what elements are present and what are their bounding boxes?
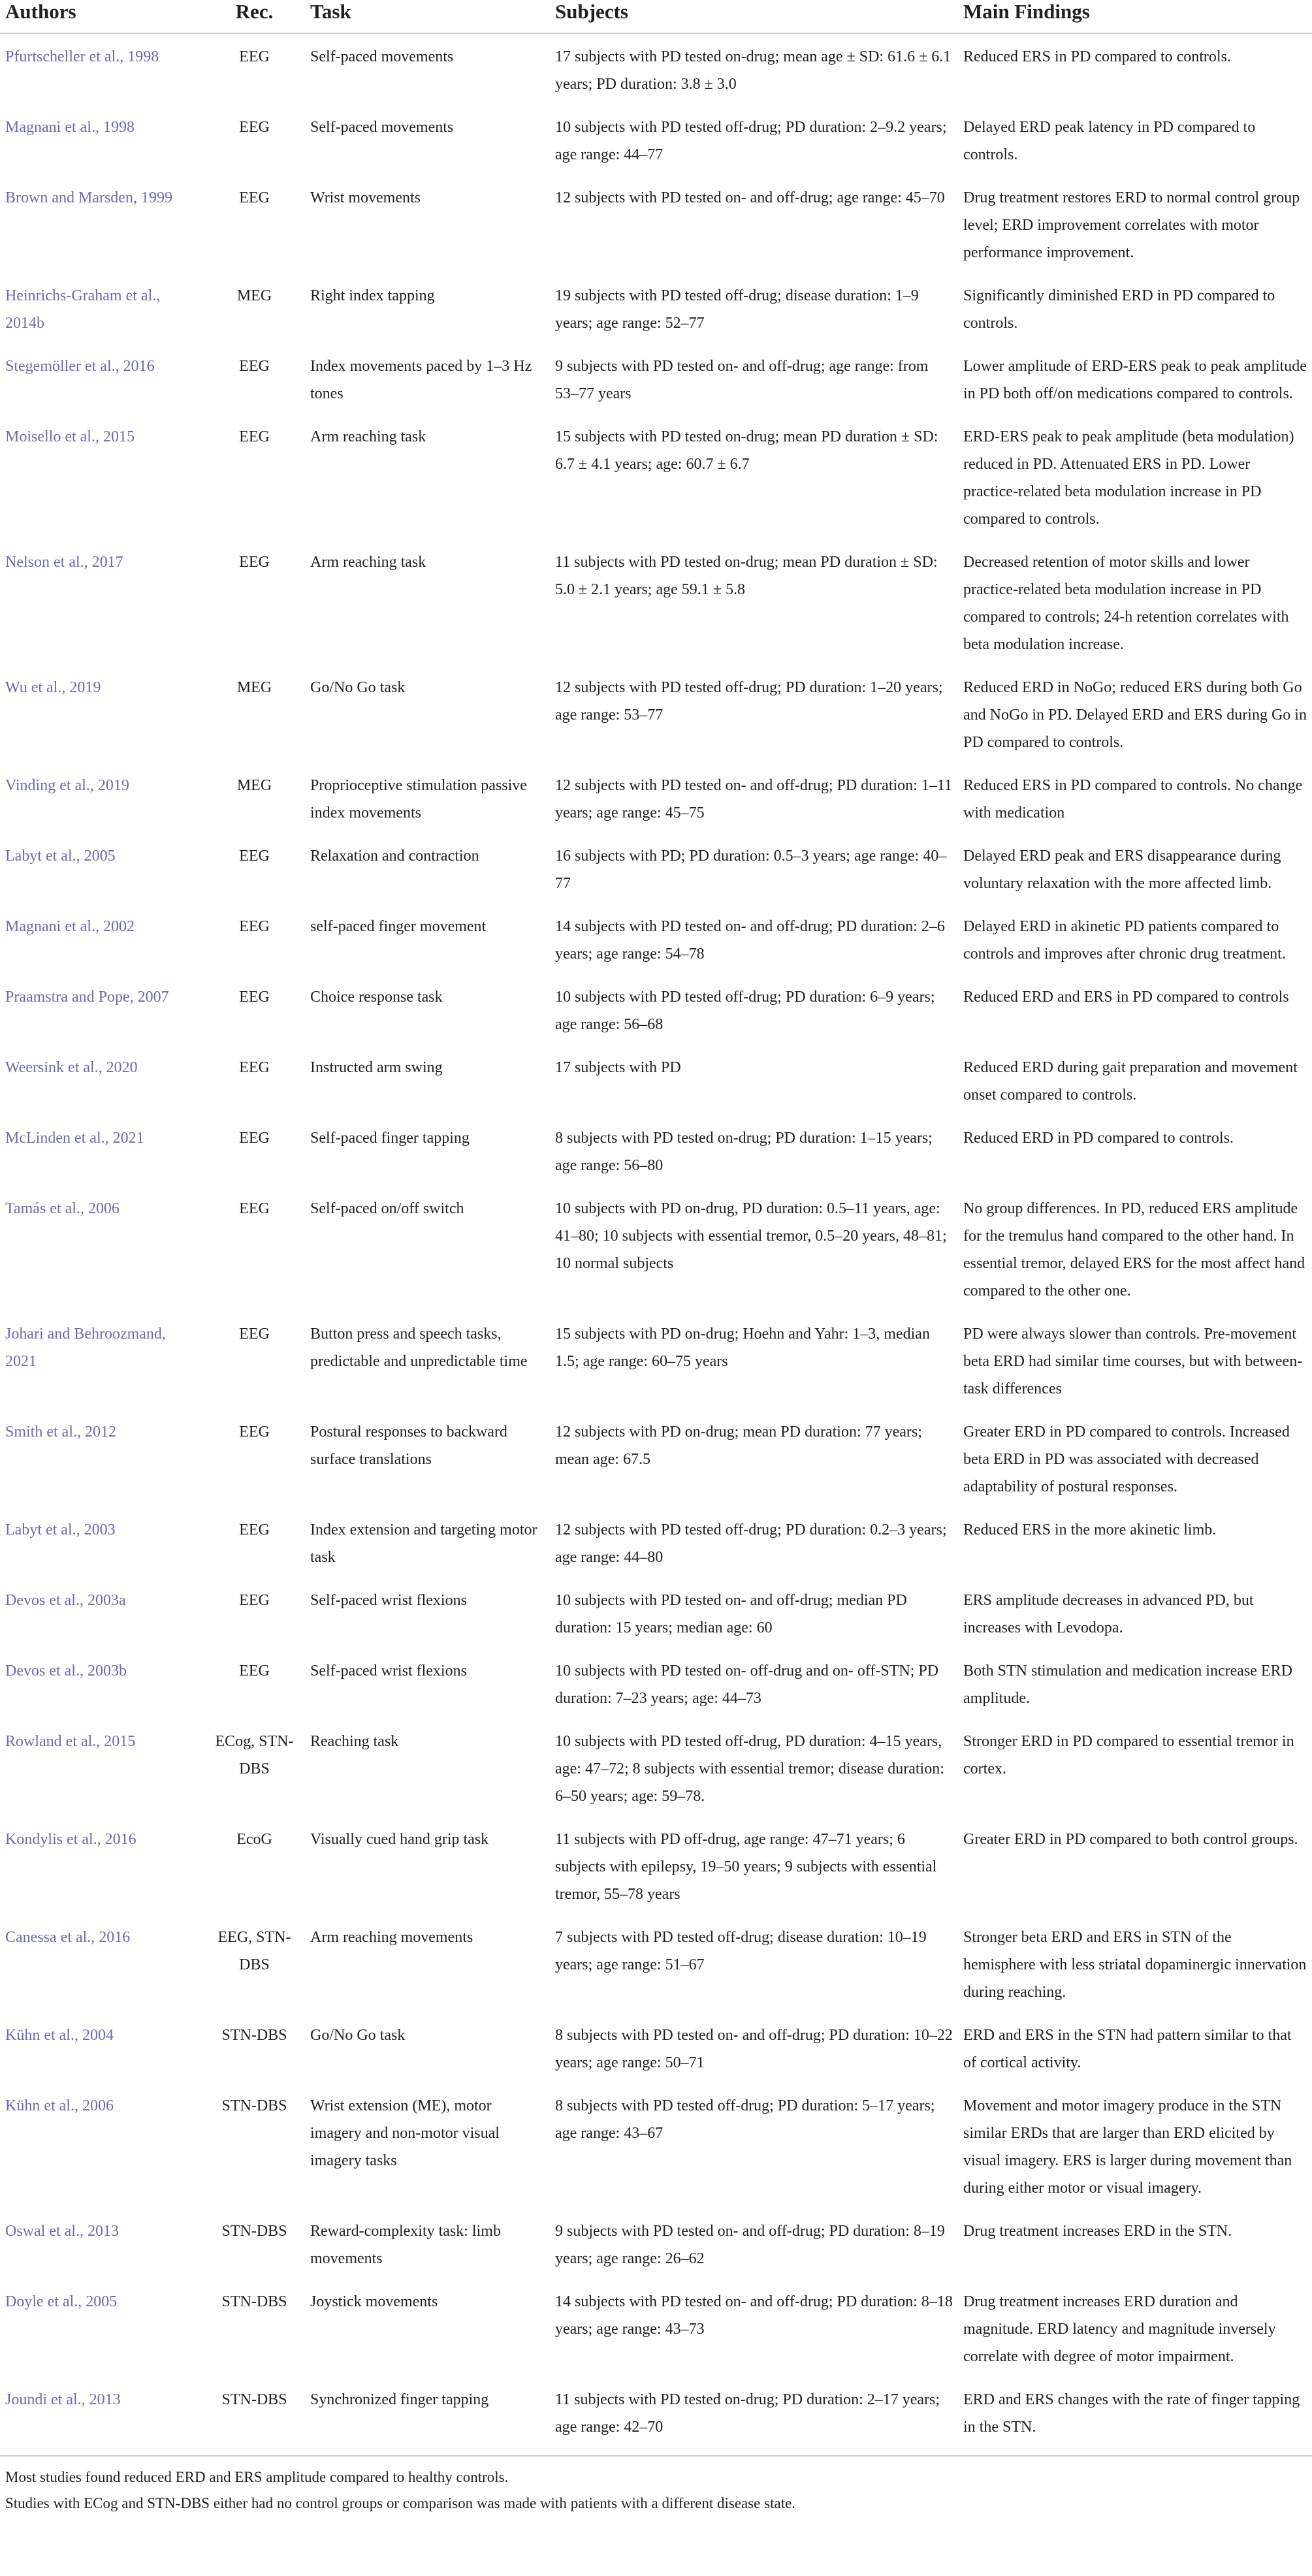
task-cell: Postural responses to backward surface translations [310,1423,507,1468]
author-link[interactable]: Heinrichs-Graham et al., 2014b [5,287,161,332]
header-recording: Rec. [204,0,305,33]
author-link[interactable]: Pfurtscheller et al., 1998 [5,48,159,65]
findings-cell: Decreased retention of motor skills and lower practice-related beta modulation increase in PD compared to controls; 24-h retention correlates with beta modulation increase. [963,554,1289,653]
recording-cell: EEG [239,428,270,445]
author-link[interactable]: Joundi et al., 2013 [0,2377,204,2456]
author-link[interactable]: Oswal et al., 2013 [5,2223,119,2240]
subjects-cell: 12 subjects with PD tested on- and off-drug; PD duration: 1–11 years; age range: 45–75 [555,777,952,821]
header-main-findings: Main Findings [958,0,1312,33]
recording-cell: EEG [239,989,270,1006]
subjects-cell: 12 subjects with PD tested off-drug; PD duration: 1–20 years; age range: 53–77 [555,679,943,724]
table-row [0,1578,1312,1648]
subjects-cell: 10 subjects with PD on-drug, PD duration: 0.5–11 years, age: 41–80; 10 subjects with essential tremor, 0.5–20 years, 48–81; 10 normal subjects [555,1200,947,1272]
table-row [0,33,1312,104]
recording-cell: EEG [239,119,270,136]
table-row [0,974,1312,1045]
recording-cell: EEG [239,1059,270,1076]
findings-cell: Reduced ERD during gait preparation and movement onset compared to controls. [963,1059,1298,1104]
subjects-cell: 8 subjects with PD tested on- and off-drug; PD duration: 10–22 years; age range: 50–71 [555,2027,953,2071]
table-row [0,833,1312,904]
table-row [0,414,1312,539]
table-row [0,1186,1312,1311]
footnote: Studies with ECog and STN-DBS either had no control groups or comparison was made with patients with a different disease state. [5,2495,796,2511]
subjects-cell: 17 subjects with PD tested on-drug; mean age ± SD: 61.6 ± 6.1 years; PD duration: 3.8 ± 3.0 [555,48,952,93]
task-cell: Wrist extension (ME), motor imagery and non-motor visual imagery tasks [310,2097,500,2169]
task-cell: Reward-complexity task: limb movements [310,2223,501,2267]
subjects-cell: 16 subjects with PD; PD duration: 0.5–3 years; age range: 40–77 [555,848,947,892]
findings-cell: Greater ERD in PD compared to controls. Increased beta ERD in PD was associated with decreased adaptability of postural responses. [963,1423,1290,1495]
author-link[interactable]: Rowland et al., 2015 [5,1733,136,1750]
task-cell: Proprioceptive stimulation passive index movements [310,777,527,821]
findings-cell: Reduced ERD in PD compared to controls. [963,1130,1234,1147]
table-row [0,1915,1312,2012]
author-link[interactable]: Vinding et al., 2019 [5,777,129,794]
findings-cell: ERD-ERS peak to peak amplitude (beta modulation) reduced in PD. Attenuated ERS in PD. Lower practice-related beta modulation increase in PD compared to controls. [963,428,1294,528]
findings-cell: Stronger ERD in PD compared to essential tremor in cortex. [963,1733,1294,1777]
table-row [0,273,1312,343]
author-link[interactable]: Smith et al., 2012 [5,1423,116,1440]
footnote: Most studies found reduced ERD and ERS amplitude compared to healthy controls. [5,2469,509,2485]
recording-cell: MEG [236,679,272,696]
table-row [0,104,1312,175]
recording-cell: EEG [239,848,270,865]
findings-cell: Drug treatment increases ERD duration and magnitude. ERD latency and magnitude inversely correlate with degree of motor impairment. [963,2293,1276,2365]
table-row [0,665,1312,763]
author-link[interactable]: Devos et al., 2003b [5,1662,127,1679]
findings-cell: No group differences. In PD, reduced ERS amplitude for the tremulus hand compared to the other hand. In essential tremor, delayed ERS for the most affect hand compared to the other one. [963,1200,1305,1299]
subjects-cell: 11 subjects with PD tested on-drug; mean PD duration ± SD: 5.0 ± 2.1 years; age 59.1 ± 5.8 [555,554,938,598]
task-cell: Go/No Go task [310,679,406,696]
table-row [0,2012,1312,2083]
task-cell: Go/No Go task [310,2027,406,2044]
task-cell: Self-paced wrist flexions [310,1592,467,1609]
findings-cell: ERD and ERS in the STN had pattern similar to that of cortical activity. [963,2027,1292,2071]
task-cell: Arm reaching task [310,428,426,445]
findings-cell: ERD and ERS changes with the rate of finger tapping in the STN. [958,2377,1312,2456]
header-task: Task [305,0,550,33]
author-link[interactable]: Doyle et al., 2005 [5,2293,118,2310]
table-row [0,1115,1312,1186]
findings-cell: Greater ERD in PD compared to both control groups. [963,1831,1298,1848]
table-row [0,1648,1312,1719]
author-link[interactable]: Brown and Marsden, 1999 [5,189,172,206]
subjects-cell: 19 subjects with PD tested off-drug; disease duration: 1–9 years; age range: 52–77 [555,287,919,332]
task-cell: Index movements paced by 1–3 Hz tones [310,358,532,402]
findings-cell: ERS amplitude decreases in advanced PD, but increases with Levodopa. [963,1592,1254,1636]
author-link[interactable]: Labyt et al., 2005 [5,848,116,865]
task-cell: Relaxation and contraction [310,848,479,865]
task-cell: self-paced finger movement [310,918,487,935]
header-authors: Authors [0,0,204,33]
recording-cell: STN-DBS [221,2223,287,2240]
author-link[interactable]: Canessa et al., 2016 [5,1929,131,1946]
author-link[interactable]: Moisello et al., 2015 [5,428,135,445]
recording-cell: ECog, STN-DBS [215,1733,294,1777]
task-cell: Button press and speech tasks, predictable and unpredictable time [310,1326,528,1370]
subjects-cell: 10 subjects with PD tested off-drug, PD duration: 4–15 years, age: 47–72; 8 subjects with essential tremor; disease duration: 6–50 years; age: 59–78. [555,1733,944,1805]
subjects-cell: 10 subjects with PD tested on- and off-drug; median PD duration: 15 years; median age: 60 [555,1592,907,1636]
author-link[interactable]: Tamás et al., 2006 [5,1200,120,1217]
table-row [0,2377,1312,2456]
recording-cell: MEG [236,777,272,794]
findings-cell: Stronger beta ERD and ERS in STN of the hemisphere with less striatal dopaminergic innervation during reaching. [963,1929,1307,2001]
subjects-cell: 11 subjects with PD tested on-drug; PD duration: 2–17 years; age range: 42–70 [550,2377,958,2456]
table-row [0,904,1312,974]
findings-cell: Reduced ERD and ERS in PD compared to controls [963,989,1289,1006]
task-cell: Self-paced movements [310,48,454,65]
task-cell: Instructed arm swing [310,1059,443,1076]
task-cell: Arm reaching movements [310,1929,473,1946]
findings-cell: PD were always slower than controls. Pre-movement beta ERD had similar time courses, but with between-task differences [963,1326,1303,1397]
findings-cell: Reduced ERS in PD compared to controls. [963,48,1231,65]
table-footnotes [0,2457,1312,2517]
author-link[interactable]: Nelson et al., 2017 [5,554,123,571]
subjects-cell: 12 subjects with PD tested off-drug; PD duration: 0.2–3 years; age range: 44–80 [555,1521,947,1566]
table-row [0,1719,1312,1817]
subjects-cell: 10 subjects with PD tested off-drug; PD duration: 2–9.2 years; age range: 44–77 [555,119,947,163]
recording-cell: STN-DBS [204,2377,305,2456]
table-row [0,539,1312,665]
author-link[interactable]: Labyt et al., 2003 [5,1521,116,1538]
recording-cell: EEG [239,189,270,206]
task-cell: Synchronized finger tapping [305,2377,550,2456]
table-row [0,2083,1312,2208]
table-row [0,1045,1312,1115]
recording-cell: EEG [239,1423,270,1440]
subjects-cell: 14 subjects with PD tested on- and off-drug; PD duration: 2–6 years; age range: 54–78 [555,918,945,962]
recording-cell: EEG [239,48,270,65]
findings-cell: Drug treatment increases ERD in the STN. [963,2223,1232,2240]
author-link[interactable]: Praamstra and Pope, 2007 [5,989,169,1006]
task-cell: Reaching task [310,1733,399,1750]
table-row [0,2208,1312,2279]
findings-cell: Movement and motor imagery produce in the STN similar ERDs that are larger than ERD elicited by visual imagery. ERS is larger during movement than during either motor or visual imagery. [963,2097,1292,2197]
header-subjects: Subjects [550,0,958,33]
table-row [0,343,1312,414]
findings-cell: Drug treatment restores ERD to normal control group level; ERD improvement correlates with motor performance improvement. [963,189,1300,261]
recording-cell: EEG [239,918,270,935]
subjects-cell: 11 subjects with PD off-drug, age range: 47–71 years; 6 subjects with epilepsy, 19–50 years; 9 subjects with essential tremor, 55–78 years [555,1831,937,1903]
task-cell: Self-paced movements [310,119,454,136]
recording-cell: EEG [239,1200,270,1217]
table-row [0,2279,1312,2377]
author-link[interactable]: Wu et al., 2019 [5,679,101,696]
author-link[interactable]: McLinden et al., 2021 [5,1130,144,1147]
findings-cell: Delayed ERD in akinetic PD patients compared to controls and improves after chronic drug treatment. [963,918,1286,962]
author-link[interactable]: Johari and Behroozmand, 2021 [5,1326,166,1370]
findings-cell: Reduced ERS in PD compared to controls. No change with medication [963,777,1303,821]
recording-cell: EEG [239,1521,270,1538]
task-cell: Wrist movements [310,189,421,206]
table-row [0,1409,1312,1507]
findings-cell: Significantly diminished ERD in PD compared to controls. [963,287,1275,332]
table-header-row [0,0,1312,33]
task-cell: Self-paced finger tapping [310,1130,470,1147]
author-link[interactable]: Devos et al., 2003a [5,1592,126,1609]
author-link[interactable]: Kühn et al., 2004 [5,2027,114,2044]
task-cell: Right index tapping [310,287,435,304]
findings-cell: Lower amplitude of ERD-ERS peak to peak amplitude in PD both off/on medications compared to controls. [963,358,1307,402]
subjects-cell: 12 subjects with PD tested on- and off-drug; age range: 45–70 [555,189,945,206]
table-row [0,1507,1312,1578]
recording-cell: EcoG [236,1831,272,1848]
recording-cell: STN-DBS [221,2097,287,2114]
subjects-cell: 7 subjects with PD tested off-drug; disease duration: 10–19 years; age range: 51–67 [555,1929,927,1973]
recording-cell: EEG [239,1130,270,1147]
findings-cell: Delayed ERD peak latency in PD compared to controls. [963,119,1256,163]
author-link[interactable]: Weersink et al., 2020 [5,1059,138,1076]
subjects-cell: 12 subjects with PD on-drug; mean PD duration: 77 years; mean age: 67.5 [555,1423,922,1468]
recording-cell: EEG [239,1662,270,1679]
recording-cell: EEG [239,358,270,375]
author-link[interactable]: Kondylis et al., 2016 [5,1831,136,1848]
recording-cell: STN-DBS [221,2293,287,2310]
findings-cell: Both STN stimulation and medication increase ERD amplitude. [963,1662,1292,1707]
table-row [0,763,1312,833]
subjects-cell: 10 subjects with PD tested off-drug; PD duration: 6–9 years; age range: 56–68 [555,989,935,1033]
table-row [0,175,1312,273]
task-cell: Index extension and targeting motor task [310,1521,537,1566]
recording-cell: EEG, STN-DBS [217,1929,291,1973]
subjects-cell: 8 subjects with PD tested on-drug; PD duration: 1–15 years; age range: 56–80 [555,1130,933,1174]
task-cell: Visually cued hand grip task [310,1831,489,1848]
recording-cell: EEG [239,1592,270,1609]
recording-cell: MEG [236,287,272,304]
findings-cell: Reduced ERS in the more akinetic limb. [963,1521,1217,1538]
author-link[interactable]: Magnani et al., 1998 [5,119,135,136]
task-cell: Joystick movements [310,2293,438,2310]
table-row [0,1311,1312,1409]
task-cell: Arm reaching task [310,554,426,571]
subjects-cell: 15 subjects with PD tested on-drug; mean PD duration ± SD: 6.7 ± 4.1 years; age: 60.7 ± 6.7 [555,428,938,473]
subjects-cell: 9 subjects with PD tested on- and off-drug; age range: from 53–77 years [555,358,929,402]
subjects-cell: 8 subjects with PD tested off-drug; PD duration: 5–17 years; age range: 43–67 [555,2097,935,2142]
subjects-cell: 14 subjects with PD tested on- and off-drug; PD duration: 8–18 years; age range: 43–73 [555,2293,953,2338]
subjects-cell: 10 subjects with PD tested on- off-drug and on- off-STN; PD duration: 7–23 years; age: 44–73 [555,1662,939,1707]
task-cell: Self-paced wrist flexions [310,1662,467,1679]
table-body [0,33,1312,2456]
author-link[interactable]: Kühn et al., 2006 [5,2097,114,2114]
recording-cell: EEG [239,1326,270,1343]
recording-cell: STN-DBS [221,2027,287,2044]
author-link[interactable]: Magnani et al., 2002 [5,918,135,935]
task-cell: Choice response task [310,989,443,1006]
subjects-cell: 17 subjects with PD [555,1059,681,1076]
subjects-cell: 15 subjects with PD on-drug; Hoehn and Yahr: 1–3, median 1.5; age range: 60–75 years [555,1326,930,1370]
subjects-cell: 9 subjects with PD tested on- and off-drug; PD duration: 8–19 years; age range: 26–62 [555,2223,945,2267]
task-cell: Self-paced on/off switch [310,1200,464,1217]
table-row [0,1817,1312,1915]
findings-cell: Delayed ERD peak and ERS disappearance during voluntary relaxation with the more affected limb. [963,848,1281,892]
findings-cell: Reduced ERD in NoGo; reduced ERS during both Go and NoGo in PD. Delayed ERD and ERS during Go in PD compared to controls. [963,679,1307,751]
recording-cell: EEG [239,554,270,571]
author-link[interactable]: Stegemöller et al., 2016 [5,358,155,375]
